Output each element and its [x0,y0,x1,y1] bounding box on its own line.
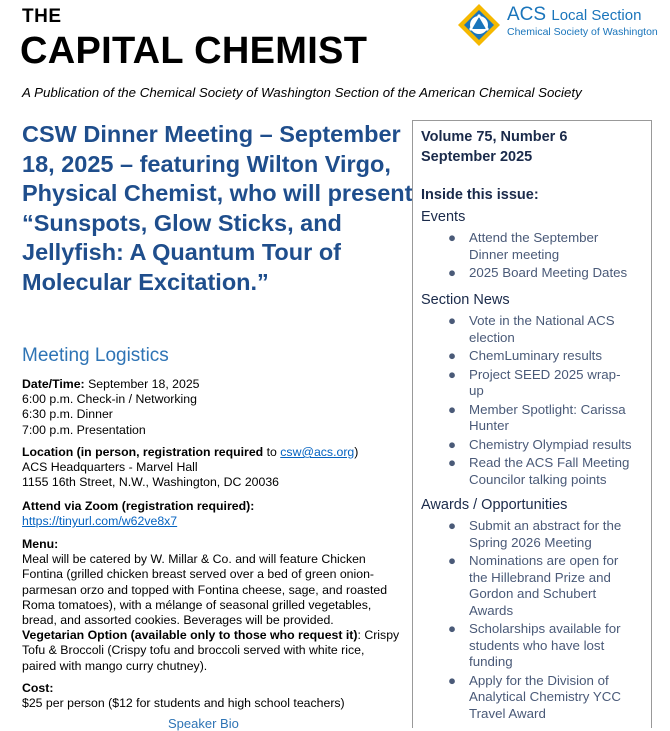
datetime-label: Date/Time: [22,377,85,391]
bullet-icon: ● [448,230,457,245]
zoom-label: Attend via Zoom (registration required): [22,499,255,513]
list-item[interactable]: ● Submit an abstract for the Spring 2026 Meeting [448,518,622,550]
newsletter-title: CAPITAL CHEMIST [20,30,368,72]
logo-local-section: Local Section [551,7,642,24]
cost-value: $25 per person ($12 for students and high school teachers) [22,696,345,711]
bullet-icon: ● [448,401,457,417]
logo-wordmark [507,4,641,26]
list-item[interactable]: ● ChemLuminary results [448,348,603,363]
section-news-list [443,313,643,490]
volume-number: Volume 75, Number 6 [421,129,568,145]
headline-line: 18, 2025 – featuring Wilton Virgo, [22,150,391,177]
logo-society-name: Chemical Society of Washington [507,26,658,38]
acs-local-section-logo [456,2,666,46]
venue: ACS Headquarters - Marvel Hall [22,460,198,475]
bullet-icon: ● [448,553,457,568]
address: 1155 16th Street, N.W., Washington, DC 20036 [22,475,280,490]
section-events-heading: Events [421,209,466,225]
vegetarian-line: Tofu & Broccoli (Crispy tofu and broccoli served with white rice, [22,643,365,658]
meeting-date: September 18, 2025 [84,377,200,391]
menu-line: bread, and assorted cookies. Beverages will be provided. [22,613,334,628]
vegetarian-rest: : Crispy [357,628,400,643]
bullet-icon: ● [448,348,457,363]
time-checkin: 6:00 p.m. Check-in / Networking [22,392,197,407]
zoom-block [22,499,407,529]
list-item[interactable]: ● Chemistry Olympiad results [448,436,632,452]
list-item[interactable]: ● Apply for the Division of Analytical Chemistry YCC Travel Award [448,672,621,721]
bullet-icon: ● [448,518,457,533]
email-link[interactable]: csw@acs.org [280,445,355,459]
bullet-icon: ● [448,672,457,688]
location-close: ) [354,445,359,459]
location-block [22,445,407,491]
list-item[interactable]: ● 2025 Board Meeting Dates [448,265,628,280]
time-dinner: 6:30 p.m. Dinner [22,407,113,422]
time-presentation: 7:00 p.m. Presentation [22,422,146,437]
section-news-heading: Section News [421,292,510,308]
cost-label: Cost: [22,681,54,695]
volume-info [421,127,567,167]
headline-line: Physical Chemist, who will present [22,180,413,206]
menu-label: Menu: [22,537,59,551]
issue-date: September 2025 [421,149,533,165]
list-item[interactable]: ● Project SEED 2025 wrap- up [448,366,621,398]
menu-line: Fontina (grilled chicken breast served over a bed of green onion- [22,567,375,582]
zoom-link[interactable]: https://tinyurl.com/w62ve8x7 [22,514,178,529]
inside-this-issue-heading: Inside this issue: [421,187,539,203]
bullet-icon: ● [448,455,457,470]
acs-logo-icon [456,2,502,46]
list-item[interactable]: ● Nominations are open for the Hillebrand Prize and Gordon and Schubert Awards [448,553,619,618]
speaker-bio-heading-cutoff: Speaker Bio [168,716,239,731]
bullet-icon: ● [448,621,457,636]
cost-block [22,681,407,711]
headline-line: Molecular Excitation.” [22,268,269,295]
headline-line: Jellyfish: A Quantum Tour of [22,239,341,265]
bullet-icon: ● [448,366,457,382]
menu-line: parmesan orzo and topped with Fontina cheese, sage, and roasted [22,582,388,597]
bullet-icon: ● [448,265,457,280]
headline-line: “Sunspots, Glow Sticks, and [22,209,342,236]
events-list [443,230,643,284]
masthead-the: THE [22,6,62,27]
awards-list [443,518,643,724]
logo-acs: ACS [507,4,547,25]
list-item[interactable]: ● Attend the September Dinner meeting [448,230,599,262]
bullet-icon: ● [448,436,457,452]
list-item[interactable]: ● Vote in the National ACS election [448,313,615,345]
menu-line: Roma tomatoes), with a mélange of seasonal grilled vegetables, [22,597,372,612]
meeting-logistics-heading: Meeting Logistics [22,345,169,366]
newsletter-subtitle: A Publication of the Chemical Society of Washington Section of the American Chemical Society [22,85,582,100]
list-item[interactable]: ● Read the ACS Fall Meeting Councilor talking points [448,455,630,487]
section-awards-heading: Awards / Opportunities [421,497,568,513]
location-to: to [263,445,281,459]
vegetarian-label: Vegetarian Option (available only to those who request it) [22,628,358,643]
list-item[interactable]: ● Scholarships available for students who have lost funding [448,621,621,669]
headline-line: CSW Dinner Meeting – September [22,121,401,147]
datetime-block [22,377,407,438]
menu-line: Meal will be catered by W. Millar & Co. and will feature Chicken [22,552,366,567]
vegetarian-line: paired with mango curry chutney). [22,658,208,673]
location-label: Location (in person, registration required [22,445,264,459]
issue-sidebar [412,120,652,728]
menu-block [22,537,407,674]
article-headline [22,120,413,297]
bullet-icon: ● [448,313,457,328]
list-item[interactable]: ● Member Spotlight: Carissa Hunter [448,401,626,433]
